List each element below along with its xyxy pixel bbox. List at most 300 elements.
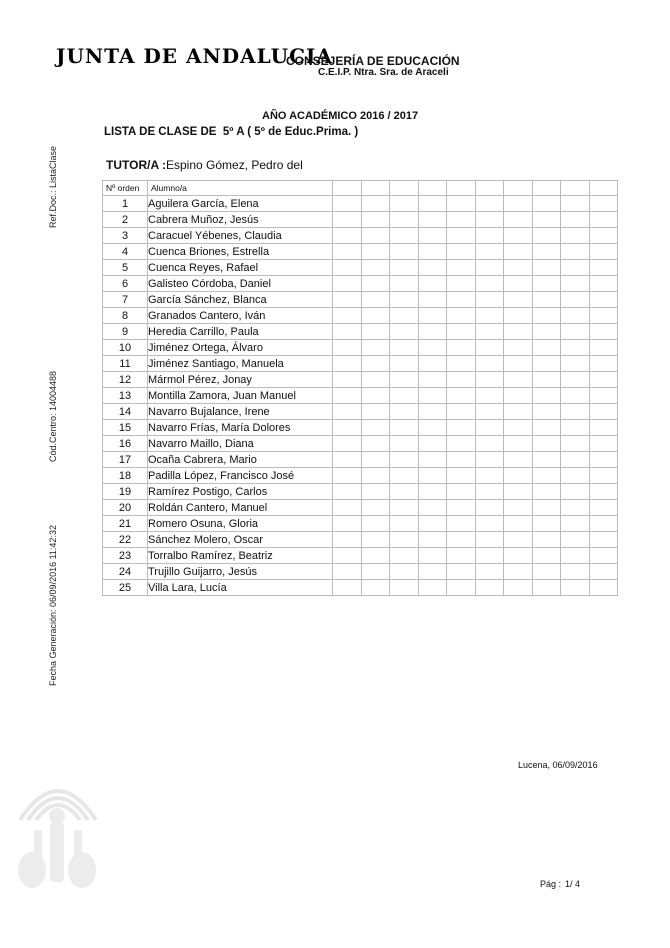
- blank-cell: [504, 548, 533, 564]
- blank-cell: [361, 196, 390, 212]
- row-order-number: 23: [103, 548, 148, 564]
- row-student-name: Cuenca Briones, Estrella: [148, 244, 333, 260]
- blank-cell: [333, 196, 362, 212]
- blank-cell: [361, 212, 390, 228]
- blank-cell: [504, 228, 533, 244]
- blank-cell: [390, 196, 419, 212]
- blank-cell: [561, 340, 590, 356]
- blank-cell: [447, 436, 476, 452]
- blank-cell: [475, 181, 504, 196]
- row-student-name: Galisteo Córdoba, Daniel: [148, 276, 333, 292]
- row-order-number: 3: [103, 228, 148, 244]
- row-student-name: Navarro Bujalance, Irene: [148, 404, 333, 420]
- blank-cell: [532, 228, 561, 244]
- blank-cell: [532, 372, 561, 388]
- row-student-name: Aguilera García, Elena: [148, 196, 333, 212]
- row-student-name: Navarro Frías, María Dolores: [148, 420, 333, 436]
- blank-cell: [333, 516, 362, 532]
- blank-cell: [589, 292, 618, 308]
- blank-cell: [504, 468, 533, 484]
- blank-cell: [589, 308, 618, 324]
- row-student-name: Jiménez Ortega, Álvaro: [148, 340, 333, 356]
- blank-cell: [390, 324, 419, 340]
- blank-cell: [589, 500, 618, 516]
- table-row: [103, 356, 618, 372]
- row-student-name: Roldán Cantero, Manuel: [148, 500, 333, 516]
- blank-cell: [504, 308, 533, 324]
- blank-cell: [561, 196, 590, 212]
- blank-cell: [361, 356, 390, 372]
- row-student-name: Trujillo Guijarro, Jesús: [148, 564, 333, 580]
- blank-cell: [361, 372, 390, 388]
- header-order: Nº orden: [103, 181, 148, 196]
- blank-cell: [447, 244, 476, 260]
- blank-cell: [504, 372, 533, 388]
- blank-cell: [561, 212, 590, 228]
- blank-cell: [333, 356, 362, 372]
- blank-cell: [390, 388, 419, 404]
- blank-cell: [589, 548, 618, 564]
- blank-cell: [532, 484, 561, 500]
- blank-cell: [418, 404, 447, 420]
- blank-cell: [532, 181, 561, 196]
- blank-cell: [589, 228, 618, 244]
- row-student-name: Caracuel Yébenes, Claudia: [148, 228, 333, 244]
- blank-cell: [333, 372, 362, 388]
- blank-cell: [390, 181, 419, 196]
- blank-cell: [475, 484, 504, 500]
- blank-cell: [561, 580, 590, 596]
- blank-cell: [561, 260, 590, 276]
- blank-cell: [532, 532, 561, 548]
- blank-cell: [532, 324, 561, 340]
- blank-cell: [418, 548, 447, 564]
- blank-cell: [447, 260, 476, 276]
- blank-cell: [361, 516, 390, 532]
- blank-cell: [589, 212, 618, 228]
- blank-cell: [589, 580, 618, 596]
- row-student-name: García Sánchez, Blanca: [148, 292, 333, 308]
- blank-cell: [475, 324, 504, 340]
- row-order-number: 19: [103, 484, 148, 500]
- blank-cell: [589, 436, 618, 452]
- blank-cell: [361, 580, 390, 596]
- blank-cell: [475, 276, 504, 292]
- blank-cell: [447, 372, 476, 388]
- row-order-number: 24: [103, 564, 148, 580]
- blank-cell: [561, 564, 590, 580]
- blank-cell: [475, 580, 504, 596]
- blank-cell: [418, 580, 447, 596]
- blank-cell: [532, 356, 561, 372]
- row-student-name: Sánchez Molero, Oscar: [148, 532, 333, 548]
- blank-cell: [447, 532, 476, 548]
- blank-cell: [532, 420, 561, 436]
- table-row: [103, 260, 618, 276]
- row-student-name: Romero Osuna, Gloria: [148, 516, 333, 532]
- blank-cell: [589, 532, 618, 548]
- blank-cell: [333, 580, 362, 596]
- blank-cell: [333, 244, 362, 260]
- blank-cell: [504, 516, 533, 532]
- blank-cell: [390, 452, 419, 468]
- blank-cell: [447, 468, 476, 484]
- blank-cell: [532, 276, 561, 292]
- blank-cell: [361, 532, 390, 548]
- row-student-name: Cabrera Muñoz, Jesús: [148, 212, 333, 228]
- blank-cell: [390, 356, 419, 372]
- blank-cell: [561, 516, 590, 532]
- blank-cell: [504, 292, 533, 308]
- blank-cell: [532, 244, 561, 260]
- row-order-number: 11: [103, 356, 148, 372]
- table-row: [103, 500, 618, 516]
- blank-cell: [333, 404, 362, 420]
- row-student-name: Ocaña Cabrera, Mario: [148, 452, 333, 468]
- blank-cell: [561, 484, 590, 500]
- row-order-number: 12: [103, 372, 148, 388]
- blank-cell: [589, 244, 618, 260]
- blank-cell: [504, 484, 533, 500]
- blank-cell: [361, 388, 390, 404]
- blank-cell: [475, 404, 504, 420]
- blank-cell: [561, 468, 590, 484]
- blank-cell: [532, 308, 561, 324]
- blank-cell: [390, 564, 419, 580]
- tutor-line: [106, 158, 303, 172]
- blank-cell: [447, 580, 476, 596]
- school-name: C.E.I.P. Ntra. Sra. de Araceli: [318, 67, 449, 78]
- blank-cell: [361, 404, 390, 420]
- blank-cell: [361, 260, 390, 276]
- blank-cell: [361, 276, 390, 292]
- tutor-label: TUTOR/A :: [106, 158, 166, 172]
- blank-cell: [589, 181, 618, 196]
- row-order-number: 10: [103, 340, 148, 356]
- blank-cell: [418, 212, 447, 228]
- blank-cell: [418, 532, 447, 548]
- blank-cell: [333, 420, 362, 436]
- blank-cell: [504, 244, 533, 260]
- table-row: [103, 340, 618, 356]
- blank-cell: [390, 308, 419, 324]
- page-label: Pág :: [540, 879, 562, 889]
- blank-cell: [532, 404, 561, 420]
- blank-cell: [475, 468, 504, 484]
- blank-cell: [447, 308, 476, 324]
- blank-cell: [561, 436, 590, 452]
- blank-cell: [390, 500, 419, 516]
- blank-cell: [504, 580, 533, 596]
- blank-cell: [361, 244, 390, 260]
- table-row: [103, 404, 618, 420]
- blank-cell: [561, 500, 590, 516]
- blank-cell: [589, 356, 618, 372]
- blank-cell: [532, 260, 561, 276]
- blank-cell: [475, 244, 504, 260]
- place-date: Lucena, 06/09/2016: [518, 760, 598, 770]
- blank-cell: [447, 212, 476, 228]
- side-generation-date: Fecha Generación: 06/09/2016 11:42:32: [48, 525, 58, 686]
- blank-cell: [504, 260, 533, 276]
- blank-cell: [475, 308, 504, 324]
- table-row: [103, 212, 618, 228]
- blank-cell: [447, 276, 476, 292]
- row-student-name: Heredia Carrillo, Paula: [148, 324, 333, 340]
- blank-cell: [418, 420, 447, 436]
- row-order-number: 9: [103, 324, 148, 340]
- blank-cell: [475, 452, 504, 468]
- blank-cell: [504, 452, 533, 468]
- blank-cell: [504, 212, 533, 228]
- blank-cell: [532, 196, 561, 212]
- blank-cell: [333, 324, 362, 340]
- blank-cell: [475, 212, 504, 228]
- side-centre-code: Cód.Centro: 14004488: [48, 370, 58, 462]
- blank-cell: [418, 452, 447, 468]
- row-order-number: 5: [103, 260, 148, 276]
- blank-cell: [390, 228, 419, 244]
- department-title: CONSEJERÍA DE EDUCACIÓN: [286, 54, 460, 68]
- blank-cell: [418, 196, 447, 212]
- blank-cell: [504, 276, 533, 292]
- blank-cell: [447, 500, 476, 516]
- blank-cell: [361, 500, 390, 516]
- row-order-number: 17: [103, 452, 148, 468]
- blank-cell: [561, 388, 590, 404]
- blank-cell: [532, 580, 561, 596]
- blank-cell: [418, 516, 447, 532]
- blank-cell: [390, 244, 419, 260]
- blank-cell: [475, 516, 504, 532]
- row-student-name: Montilla Zamora, Juan Manuel: [148, 388, 333, 404]
- blank-cell: [333, 260, 362, 276]
- blank-cell: [418, 564, 447, 580]
- blank-cell: [504, 181, 533, 196]
- blank-cell: [361, 452, 390, 468]
- row-order-number: 1: [103, 196, 148, 212]
- blank-cell: [532, 452, 561, 468]
- blank-cell: [589, 484, 618, 500]
- row-order-number: 4: [103, 244, 148, 260]
- blank-cell: [561, 181, 590, 196]
- blank-cell: [532, 548, 561, 564]
- blank-cell: [504, 404, 533, 420]
- blank-cell: [475, 340, 504, 356]
- blank-cell: [532, 468, 561, 484]
- blank-cell: [418, 388, 447, 404]
- blank-cell: [589, 388, 618, 404]
- blank-cell: [475, 436, 504, 452]
- blank-cell: [333, 276, 362, 292]
- blank-cell: [561, 244, 590, 260]
- blank-cell: [475, 196, 504, 212]
- table-row: [103, 580, 618, 596]
- blank-cell: [589, 196, 618, 212]
- blank-cell: [418, 500, 447, 516]
- blank-cell: [561, 292, 590, 308]
- blank-cell: [418, 292, 447, 308]
- table-row: [103, 244, 618, 260]
- blank-cell: [532, 388, 561, 404]
- blank-cell: [504, 532, 533, 548]
- blank-cell: [418, 356, 447, 372]
- blank-cell: [361, 324, 390, 340]
- table-row: [103, 308, 618, 324]
- blank-cell: [418, 260, 447, 276]
- table-row: [103, 564, 618, 580]
- table-row: [103, 420, 618, 436]
- table-row: [103, 436, 618, 452]
- blank-cell: [418, 181, 447, 196]
- row-order-number: 2: [103, 212, 148, 228]
- row-order-number: 8: [103, 308, 148, 324]
- blank-cell: [561, 324, 590, 340]
- table-row: [103, 548, 618, 564]
- row-student-name: Granados Cantero, Iván: [148, 308, 333, 324]
- blank-cell: [589, 404, 618, 420]
- blank-cell: [589, 516, 618, 532]
- row-order-number: 14: [103, 404, 148, 420]
- row-order-number: 18: [103, 468, 148, 484]
- blank-cell: [390, 372, 419, 388]
- blank-cell: [504, 340, 533, 356]
- blank-cell: [333, 181, 362, 196]
- row-order-number: 6: [103, 276, 148, 292]
- blank-cell: [475, 228, 504, 244]
- blank-cell: [361, 308, 390, 324]
- blank-cell: [475, 532, 504, 548]
- table-row: [103, 484, 618, 500]
- blank-cell: [532, 340, 561, 356]
- junta-logo-text: JUNTA DE ANDALUCIA: [56, 44, 333, 68]
- blank-cell: [390, 516, 419, 532]
- table-header-row: [103, 181, 618, 196]
- blank-cell: [390, 484, 419, 500]
- row-student-name: Ramírez Postigo, Carlos: [148, 484, 333, 500]
- blank-cell: [390, 580, 419, 596]
- blank-cell: [475, 292, 504, 308]
- row-student-name: Mármol Pérez, Jonay: [148, 372, 333, 388]
- blank-cell: [447, 196, 476, 212]
- blank-cell: [475, 500, 504, 516]
- table-row: [103, 324, 618, 340]
- blank-cell: [504, 436, 533, 452]
- blank-cell: [589, 564, 618, 580]
- blank-cell: [589, 260, 618, 276]
- blank-cell: [418, 484, 447, 500]
- blank-cell: [418, 436, 447, 452]
- blank-cell: [333, 436, 362, 452]
- blank-cell: [333, 292, 362, 308]
- blank-cell: [361, 548, 390, 564]
- blank-cell: [504, 564, 533, 580]
- table-row: [103, 276, 618, 292]
- page-value: 1/ 4: [565, 879, 581, 889]
- blank-cell: [418, 308, 447, 324]
- blank-cell: [447, 340, 476, 356]
- blank-cell: [447, 452, 476, 468]
- table-row: [103, 388, 618, 404]
- blank-cell: [475, 548, 504, 564]
- blank-cell: [333, 452, 362, 468]
- row-student-name: Torralbo Ramírez, Beatriz: [148, 548, 333, 564]
- blank-cell: [504, 500, 533, 516]
- row-order-number: 21: [103, 516, 148, 532]
- blank-cell: [333, 468, 362, 484]
- blank-cell: [361, 292, 390, 308]
- blank-cell: [447, 516, 476, 532]
- blank-cell: [447, 548, 476, 564]
- blank-cell: [475, 420, 504, 436]
- blank-cell: [333, 340, 362, 356]
- blank-cell: [361, 340, 390, 356]
- blank-cell: [504, 388, 533, 404]
- table-row: [103, 292, 618, 308]
- table-row: [103, 516, 618, 532]
- table-row: [103, 532, 618, 548]
- blank-cell: [390, 532, 419, 548]
- blank-cell: [561, 276, 590, 292]
- blank-cell: [561, 356, 590, 372]
- blank-cell: [504, 356, 533, 372]
- table-row: [103, 228, 618, 244]
- table-row: [103, 468, 618, 484]
- tutor-name: Espino Gómez, Pedro del: [166, 158, 303, 172]
- blank-cell: [561, 548, 590, 564]
- blank-cell: [589, 372, 618, 388]
- blank-cell: [532, 436, 561, 452]
- page-indicator: [540, 879, 584, 889]
- blank-cell: [390, 276, 419, 292]
- andalusia-coat-of-arms-icon: [12, 760, 104, 910]
- blank-cell: [418, 244, 447, 260]
- blank-cell: [447, 484, 476, 500]
- blank-cell: [447, 388, 476, 404]
- row-student-name: Padilla López, Francisco José: [148, 468, 333, 484]
- blank-cell: [390, 292, 419, 308]
- blank-cell: [475, 372, 504, 388]
- blank-cell: [561, 308, 590, 324]
- blank-cell: [418, 340, 447, 356]
- row-order-number: 16: [103, 436, 148, 452]
- blank-cell: [532, 292, 561, 308]
- blank-cell: [561, 420, 590, 436]
- blank-cell: [589, 468, 618, 484]
- row-order-number: 13: [103, 388, 148, 404]
- blank-cell: [361, 181, 390, 196]
- blank-cell: [418, 228, 447, 244]
- class-list-title: LISTA DE CLASE DE 5º A ( 5º de Educ.Prima. ): [104, 126, 359, 138]
- blank-cell: [447, 181, 476, 196]
- blank-cell: [390, 404, 419, 420]
- row-order-number: 7: [103, 292, 148, 308]
- row-order-number: 20: [103, 500, 148, 516]
- row-order-number: 22: [103, 532, 148, 548]
- class-list-table: [102, 180, 618, 596]
- side-ref-doc: Ref.Doc.: ListaClase: [48, 145, 58, 228]
- row-student-name: Cuenca Reyes, Rafael: [148, 260, 333, 276]
- blank-cell: [361, 484, 390, 500]
- blank-cell: [333, 532, 362, 548]
- blank-cell: [447, 228, 476, 244]
- blank-cell: [504, 196, 533, 212]
- table-row: [103, 372, 618, 388]
- blank-cell: [333, 212, 362, 228]
- blank-cell: [504, 324, 533, 340]
- blank-cell: [447, 404, 476, 420]
- header-student: Alumno/a: [148, 181, 333, 196]
